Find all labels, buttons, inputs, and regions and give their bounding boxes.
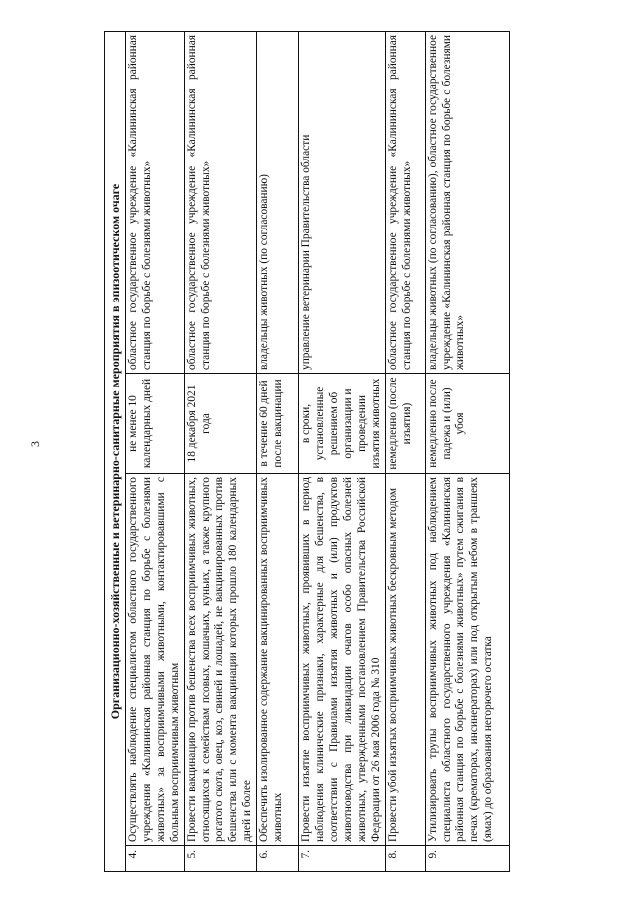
row-number: 7.: [299, 846, 385, 872]
table-row: [184, 31, 257, 871]
row-number: 9.: [425, 846, 509, 872]
row-measure: Провести вакцинацию против бешенства всех восприимчивых животных, относящихся к семействам псовых, кошачьих, куньих, а также крупного рогатого скота, овец, коз, свиней и лошадей, не вакцинированных против бешенства или с момента вакцинации которых прошло 180 календарных дней и более: [184, 474, 257, 846]
table-row: [257, 31, 299, 871]
measures-table-container: [104, 32, 504, 872]
row-term: не менее 10 календарных дней: [126, 374, 185, 474]
row-term: в течение 60 дней после вакцинации: [257, 374, 299, 474]
row-term: 18 декабря 2021 года: [184, 374, 257, 474]
row-executor: управление ветеринарии Правительства области: [299, 31, 385, 373]
row-measure: Осуществлять наблюдение специалистом областного государственного учреждения «Калининская районная станция по борьбе с болезнями животных» за восприимчивыми животными, контактировавшими с больным восприимчивым животным: [126, 474, 185, 846]
row-measure: Обеспечить изолированное содержание вакцинированных восприимчивых животных: [257, 474, 299, 846]
row-measure: Утилизировать трупы восприимчивых животных под наблюдением специалиста областного государственного учреждения «Калининская районная станция по борьбе с болезнями животных» путем сжигания в печах (крематорах, инсинераторах) или под открытым небом в траншеях (ямах) до образования негорючего остатка: [425, 474, 509, 846]
row-executor: областное государственное учреждение «Калининская районная станция по борьбе с болезнями животных»: [184, 31, 257, 373]
row-term: немедленно после падежа и (или) убоя: [425, 374, 509, 474]
row-number: 6.: [257, 846, 299, 872]
section-title: Организационно-хозяйственные и ветеринарно-санитарные мероприятия в эпизоотическом очаге: [105, 31, 126, 871]
row-term: немедленно (после изъятия): [385, 374, 425, 474]
table-row: [425, 31, 509, 871]
table-row: [126, 31, 185, 871]
row-term: в сроки, установленные решением об организации и проведении изъятия животных: [299, 374, 385, 474]
table-row: [299, 31, 385, 871]
row-measure: Провести изъятие восприимчивых животных, проявивших в период наблюдения клинические признаки, характерные для бешенства, в соответствии с Правилами изъятия животных и (или) продуктов животноводства при ликвидации очагов особо опасных болезней животных, утвержденными постановлением Правительства Российской Федерации от 26 мая 2006 года № 310: [299, 474, 385, 846]
table-row: [385, 31, 425, 871]
row-executor: владельцы животных (по согласованию), областное государственное учреждение «Калининская районная станция по борьбе с болезнями животных»: [425, 31, 509, 373]
row-executor: владельцы животных (по согласованию): [257, 31, 299, 373]
row-executor: областное государственное учреждение «Калининская районная станция по борьбе с болезнями животных»: [126, 31, 185, 373]
row-measure: Провести убой изъятых восприимчивых животных бескровным методом: [385, 474, 425, 846]
row-number: 4.: [126, 846, 185, 872]
page-number: 3: [28, 441, 42, 447]
row-number: 5.: [184, 846, 257, 872]
row-executor: областное государственное учреждение «Калининская районная станция по борьбе с болезнями животных»: [385, 31, 425, 373]
row-number: 8.: [385, 846, 425, 872]
measures-table: [104, 31, 510, 872]
